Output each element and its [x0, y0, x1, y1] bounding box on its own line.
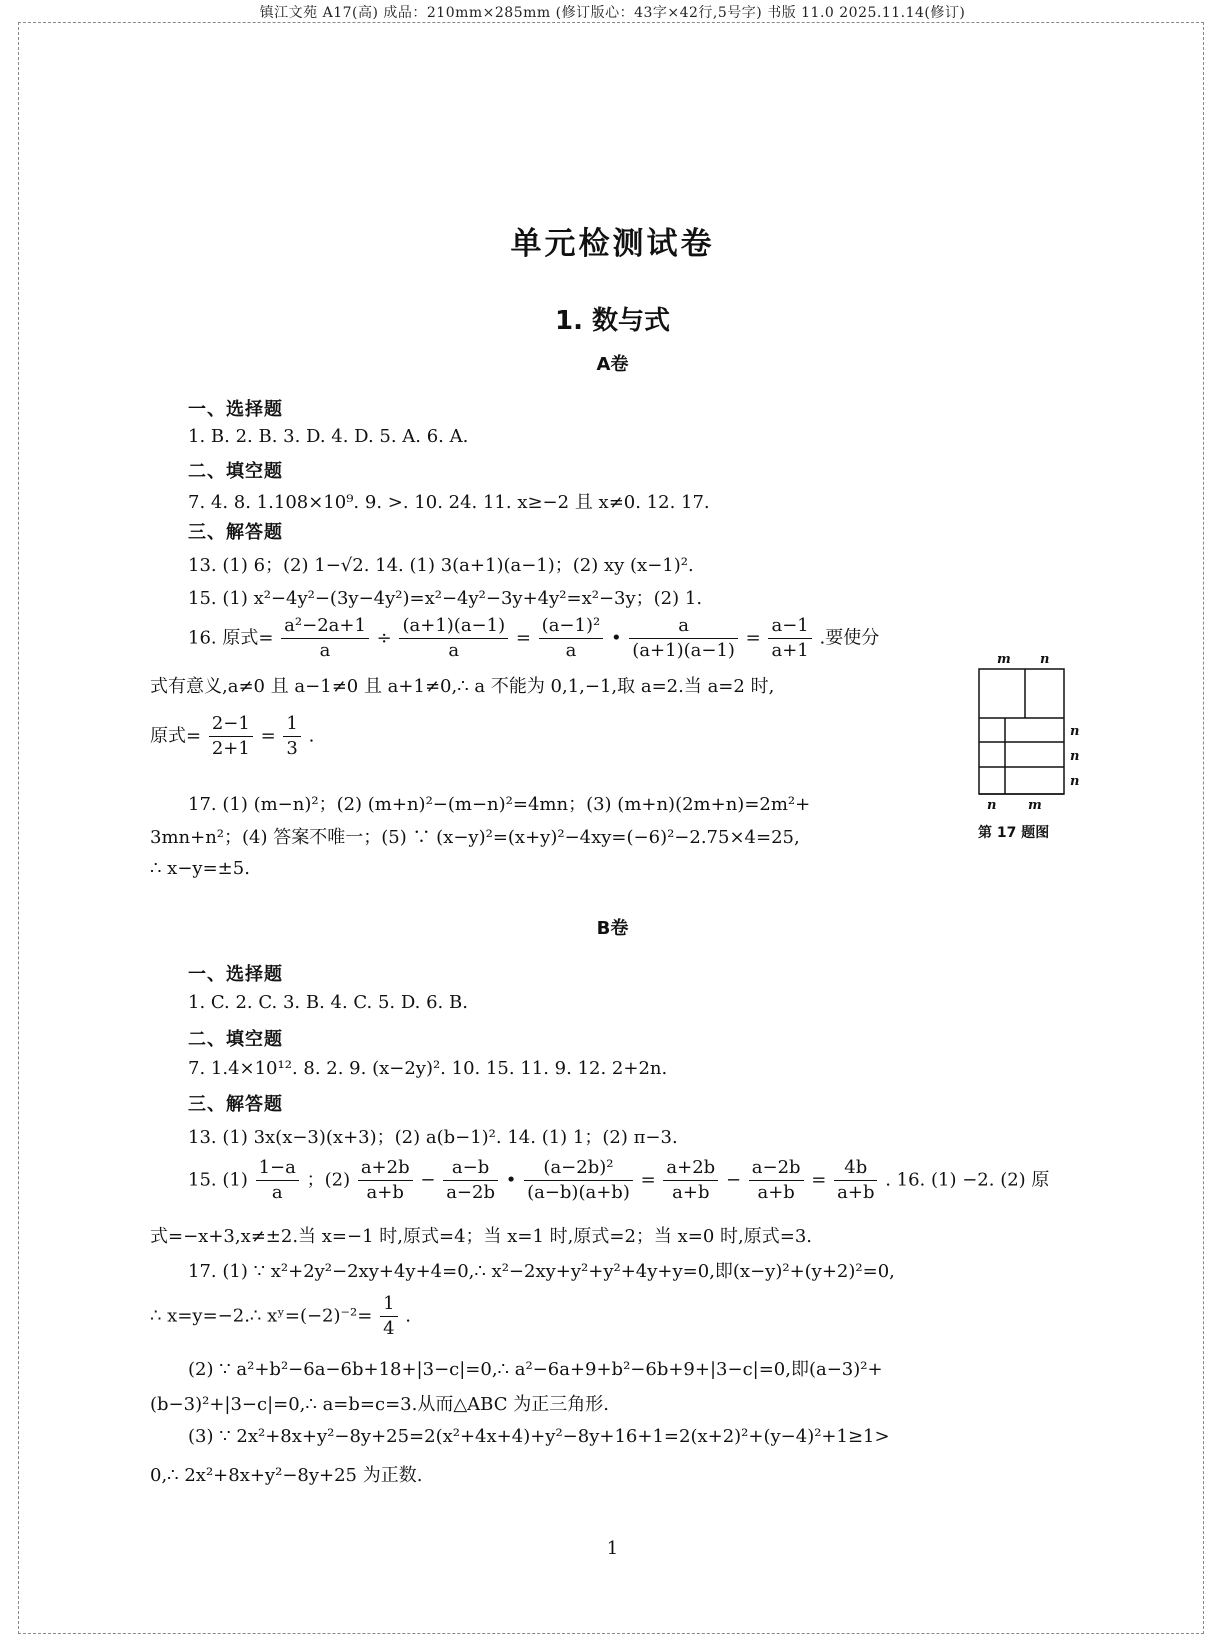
- label-n: n: [987, 798, 997, 813]
- b-q13-14: 13. (1) 3x(x−3)(x+3)；(2) a(b−1)². 14. (1) 1；(2) π−3.: [188, 1127, 678, 1148]
- q17-figure: [970, 645, 1100, 845]
- volume-a-label: A卷: [596, 354, 629, 375]
- print-header: 镇江文苑 A17(高) 成品：210mm×285mm (修订版心：43字×42行,5号字) 书版 11.0 2025.11.14(修订): [259, 5, 966, 21]
- label-n: n: [1040, 652, 1050, 667]
- a-q17-line1: 17. (1) (m−n)²；(2) (m+n)²−(m−n)²=4mn；(3) (m+n)(2m+n)=2m²+: [188, 794, 811, 815]
- b-q17-line2: ∴ x=y=−2.∴ xʸ=(−2)⁻²= $\frac{1}{4}$ .: [150, 1293, 411, 1339]
- label-n: n: [1070, 724, 1080, 739]
- b-q15-formula: 15. (1) $\frac{1-a}{a}$ ；(2) $\frac{a+2b}{a+b}$ − $\frac{a-b}{a-2b}$ • $\frac{\text{(a−2b)²}}{(a-b)(a+b)}$ = $\frac{a+2b}{a+b}$ − $\frac{a-2b}{a+b}$ = $\frac{4b}{a+b}$ . 16. (1) −2. (2) 原: [188, 1157, 1050, 1203]
- fraction: $\frac{1}{4}$: [380, 1292, 397, 1341]
- section-title: 1. 数与式: [554, 306, 671, 336]
- a-choice-answers: 1. B. 2. B. 3. D. 4. D. 5. A. 6. A.: [188, 426, 469, 447]
- fraction: $\frac{a+2b}{a+b}$: [358, 1156, 413, 1205]
- fraction: $\frac{\text{a²−2a+1}}{a}$: [281, 614, 369, 663]
- fraction: $\frac{a-1}{a+1}$: [768, 614, 811, 663]
- b-fill-heading: 二、填空题: [188, 1029, 283, 1050]
- b-choice-heading: 一、选择题: [188, 964, 283, 985]
- b-fill-answers: 7. 1.4×10¹². 8. 2. 9. (x−2y)². 10. 15. 11. 9. 12. 2+2n.: [188, 1058, 668, 1079]
- b-q17-line1: 17. (1) ∵ x²+2y²−2xy+4y+4=0,∴ x²−2xy+y²+y²+4y+y=0,即(x−y)²+(y+2)²=0,: [188, 1261, 895, 1282]
- figure-caption: 第 17 题图: [978, 825, 1050, 841]
- fraction: $\frac{a-b}{a-2b}$: [443, 1156, 498, 1205]
- b-q17-line5: (3) ∵ 2x²+8x+y²−8y+25=2(x²+4x+4)+y²−8y+16+1=2(x+2)²+(y−4)²+1≥1>: [188, 1426, 890, 1447]
- fraction: $\frac{a+2b}{a+b}$: [663, 1156, 718, 1205]
- fraction: $\frac{4b}{a+b}$: [834, 1156, 877, 1205]
- b-choice-answers: 1. C. 2. C. 3. B. 4. C. 5. D. 6. B.: [188, 992, 468, 1013]
- a-fill-answers: 7. 4. 8. 1.108×10⁹. 9. >. 10. 24. 11. x≥−2 且 x≠0. 12. 17.: [188, 492, 710, 513]
- fraction: $\frac{(a+1)(a-1)}{a}$: [399, 614, 508, 663]
- rectangle-diagram: [970, 645, 1100, 845]
- a-q17-line2: 3mn+n²；(4) 答案不唯一；(5) ∵ (x−y)²=(x+y)²−4xy=(−6)²−2.75×4=25,: [150, 827, 800, 848]
- fraction: $\frac{a-2b}{a+b}$: [749, 1156, 804, 1205]
- b-q16-line2: 式=−x+3,x≠±2.当 x=−1 时,原式=4；当 x=1 时,原式=2；当 x=0 时,原式=3.: [150, 1226, 813, 1247]
- fraction: $\frac{\text{(a−2b)²}}{(a-b)(a+b)}$: [524, 1156, 633, 1205]
- volume-b-label: B卷: [596, 918, 629, 939]
- b-solve-heading: 三、解答题: [188, 1094, 283, 1115]
- fraction: $\frac{1}{3}$: [283, 712, 300, 761]
- a-q16-line2: 式有意义,a≠0 且 a−1≠0 且 a+1≠0,∴ a 不能为 0,1,−1,取 a=2.当 a=2 时,: [150, 676, 775, 697]
- b-q17-line4: (b−3)²+|3−c|=0,∴ a=b=c=3.从而△ABC 为正三角形.: [150, 1394, 609, 1415]
- label-n: n: [1070, 749, 1080, 764]
- a-q17-line3: ∴ x−y=±5.: [150, 858, 250, 879]
- a-q13-14: 13. (1) 6；(2) 1−√2. 14. (1) 3(a+1)(a−1)；(2) xy (x−1)².: [188, 555, 694, 576]
- a-choice-heading: 一、选择题: [188, 399, 283, 420]
- b-q17-line3: (2) ∵ a²+b²−6a−6b+18+|3−c|=0,∴ a²−6a+9+b²−6b+9+|3−c|=0,即(a−3)²+: [188, 1359, 883, 1380]
- page-number: 1: [606, 1538, 619, 1559]
- a-q16-line3: 原式= $\frac{2-1}{2+1}$ = $\frac{1}{3}$ .: [150, 713, 315, 759]
- label-m: m: [997, 652, 1011, 667]
- a-q15: 15. (1) x²−4y²−(3y−4y²)=x²−4y²−3y+4y²=x²−3y；(2) 1.: [188, 588, 703, 609]
- fraction: $\frac{a}{(a+1)(a-1)}$: [629, 614, 738, 663]
- fraction: $\frac{1-a}{a}$: [256, 1156, 299, 1205]
- a-q16-formula: 16. 原式= $\frac{\text{a²−2a+1}}{a}$ ÷ $\frac{(a+1)(a-1)}{a}$ = $\frac{\text{(a−1)²}}{a}$ • $\frac{a}{(a+1)(a-1)}$ = $\frac{a-1}{a+1}$ .要使分: [188, 615, 880, 661]
- page-title: 单元检测试卷: [510, 226, 715, 262]
- a-solve-heading: 三、解答题: [188, 522, 283, 543]
- b-q17-line6: 0,∴ 2x²+8x+y²−8y+25 为正数.: [150, 1465, 423, 1486]
- a-fill-heading: 二、填空题: [188, 461, 283, 482]
- fraction: $\frac{2-1}{2+1}$: [209, 712, 253, 761]
- label-m: m: [1028, 798, 1042, 813]
- fraction: $\frac{\text{(a−1)²}}{a}$: [539, 614, 604, 663]
- label-n: n: [1070, 774, 1080, 789]
- q16-label: 16. 原式=: [188, 627, 274, 649]
